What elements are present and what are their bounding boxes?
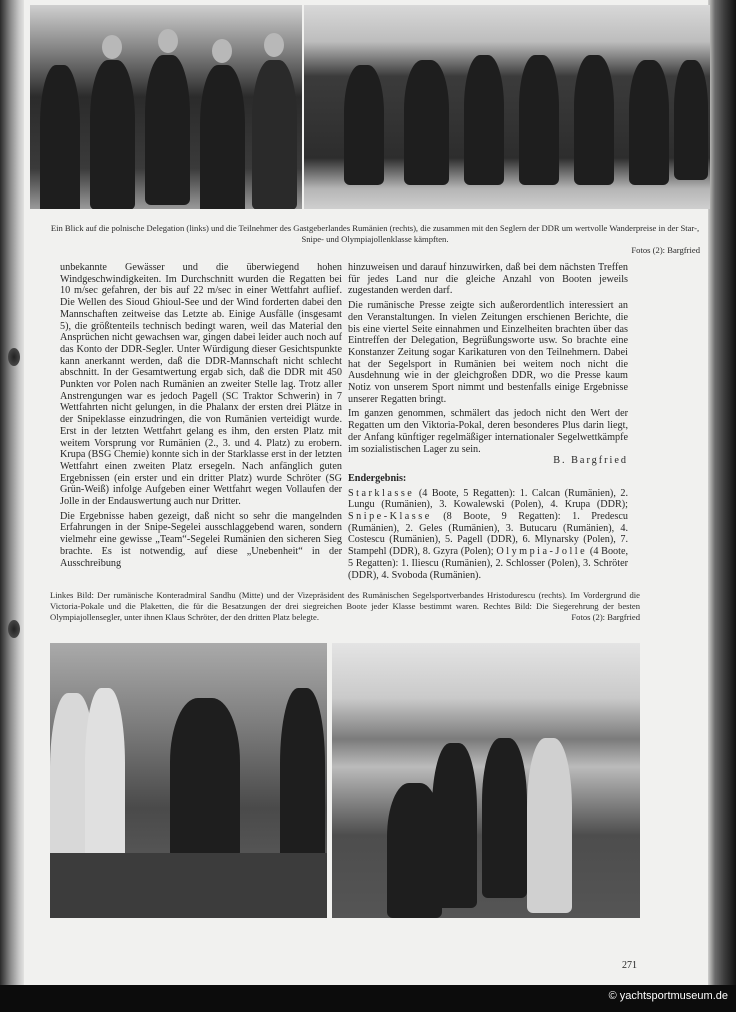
article-column-right [348, 262, 628, 584]
binder-hole [8, 348, 20, 366]
results-heading: Endergebnis: [348, 472, 407, 484]
page-edge [708, 0, 736, 990]
paragraph: unbekannte Gewässer und die überwiegend hohen Windgeschwindigkeiten. Im Durchschnitt wurden die Regatten bei 10 m/sec gefahren, der bis auf 22 m/sec in einer Wettfahrt auflief. Die Wellen des Sioud Ghioul-See und der Wind forderten dabei den Mannschaften zeitweise das Letzte ab. Einige Ausfälle (insgesamt 5), die größtenteils technisch bedingt waren, weil das Material den Ansprüchen nicht gewachsen war, gingen dabei leider auch noch auf das Konto der DDR-Segler. Unter Würdigung dieser Gesichtspunkte kann anerkannt werden, daß die DDR-Mannschaft nicht schlecht abschnitt. In der Gesamtwertung ergab sich, daß die DDR mit 450 Punkten vor Polen nach Rumänien an zweiter Stelle lag. Trotz aller Anstrengungen war es jedoch Pagell (SC Traktor Schwerin) in 7 Wettfahrten nicht gelungen, in die Phalanx der ersten drei Plätze in der Snipeklasse einzudringen, die von Rumänien verteidigt wurde. Erst in der letzten Wettfahrt gelang es ihm, den ersten Platz mit weitem Vorsprung vor Rumänien (2., 3. und 4. Platz) zu erobern. Krupa (BSG Chemie) konnte sich in der Starklasse erst in der letzten Wettfahrt einen zweiten Platz ersegeln. Nach anfänglich guten Ergebnissen (ein erster und ein dritter Platz) wurde Schröter (SG Grün-Weiß) infolge Aufgeben einer Wettfahrt wegen Vollaufen der Jolle in der Endauswertung auch nur Dritter. [60, 262, 342, 508]
author-signature: B. Bargfried [553, 455, 628, 467]
photo-admiral-trophies [50, 643, 327, 918]
photo-credit: Fotos (2): Bargfried [631, 245, 700, 255]
photo-award-ceremony [332, 643, 640, 918]
binder-hole [8, 620, 20, 638]
paragraph: hinzuweisen und darauf hinzuwirken, daß bei dem nächsten Treffen für jedes Land nur die gleiche Anzahl von Booten jeweils zugestanden werden darf. [348, 262, 628, 297]
watermark: © yachtsportmuseum.de [608, 990, 728, 1002]
paragraph: Die Ergebnisse haben gezeigt, daß nicht so sehr die mangelnden Erfahrungen in der Snipe-Segelei ausschlaggebend waren, sondern vielmehr eine gewisse „Team“-Segelei Rumänien den sicheren Sieg brachte. Es ist notwendig, auf diese „Unebenheit“ in der Ausschreibung [60, 510, 342, 569]
bottom-photo-caption: Linkes Bild: Der rumänische Konteradmiral Sandhu (Mitte) und der Vizepräsident des Rumänischen Segelsportverbandes Hristodurescu (rechts). Im Vordergrund die Victoria-Pokale und die Plaketten, die für die Besatzungen der drei siegreichen Boote jeder Klasse bestimmt waren. Rechtes Bild: Die Siegerehrung der besten Olympiajollensegler, unter ihnen Klaus Schröter, der den dritten Platz belegte. Fotos (2): Bargfried [50, 590, 640, 622]
photo-romanian-team [304, 5, 710, 209]
paragraph: Im ganzen genommen, schmälert das jedoch nicht den Wert der Regatten um den Viktoria-Pokal, deren besonderes Plus darin liegt, der Anfang künftiger regelmäßiger internationaler Segelwettkämpfe im sozialistischen Lager zu sein. [348, 408, 628, 455]
article-column-left [60, 262, 342, 572]
results-list: Starklasse (4 Boote, 5 Regatten): 1. Calcan (Rumänien), 2. Lungu (Rumänien), 3. Kowalewski (Polen), 4. Krupa (DDR); Snipe-Klasse (8 Boote, 9 Regatten): 1. Predescu (Rumänien), 2. Geles (Rumänien), 3. Butucaru (Rumänien), 4. Costescu (Rumänien), 5. Pagell (DDR), 6. Mlynarsky (Polen), 7. Stampehl (DDR), 8. Gzyra (Polen); Olympia-Jolle (4 Boote, 5 Regatten): 1. Iliescu (Rumänien), 2. Schlosser (Polen), 3. Schröter (DDR), 4. Svoboda (Rumänien). [348, 487, 629, 581]
binder-edge [0, 0, 24, 985]
page-number: 271 [622, 960, 637, 971]
photo-polish-delegation [30, 5, 302, 209]
paragraph: Die rumänische Presse zeigte sich außerordentlich interessiert an den Veranstaltungen. In vielen Zeitungen erschienen Berichte, die bis eine viertel Seite einnahmen und Einzelheiten brachten über das Eintreffen der Delegation, Begrüßungsworte usw. So brachte eine Konstanzer Zeitung sogar Karikaturen von den Teilnehmern. Dabei hat der Segelsport in Rumänien bei weitem noch nicht die Ausdehnung wie in der gleichgroßen DDR, wo die Presse kaum Notiz von unserem Sport nimmt und bestenfalls einige Ergebnisse unserer Regatten bringt. [348, 300, 628, 405]
photo-credit: Fotos (2): Bargfried [571, 612, 640, 622]
top-photo-caption: Ein Blick auf die polnische Delegation (links) und die Teilnehmer des Gastgeberlandes Rumänien (rechts), die zusammen mit den Seglern der DDR um wertvolle Wanderpreise in der Star-, Snipe- und Olympiajollenklasse kämpften. Fotos (2): Bargfried [50, 223, 700, 255]
